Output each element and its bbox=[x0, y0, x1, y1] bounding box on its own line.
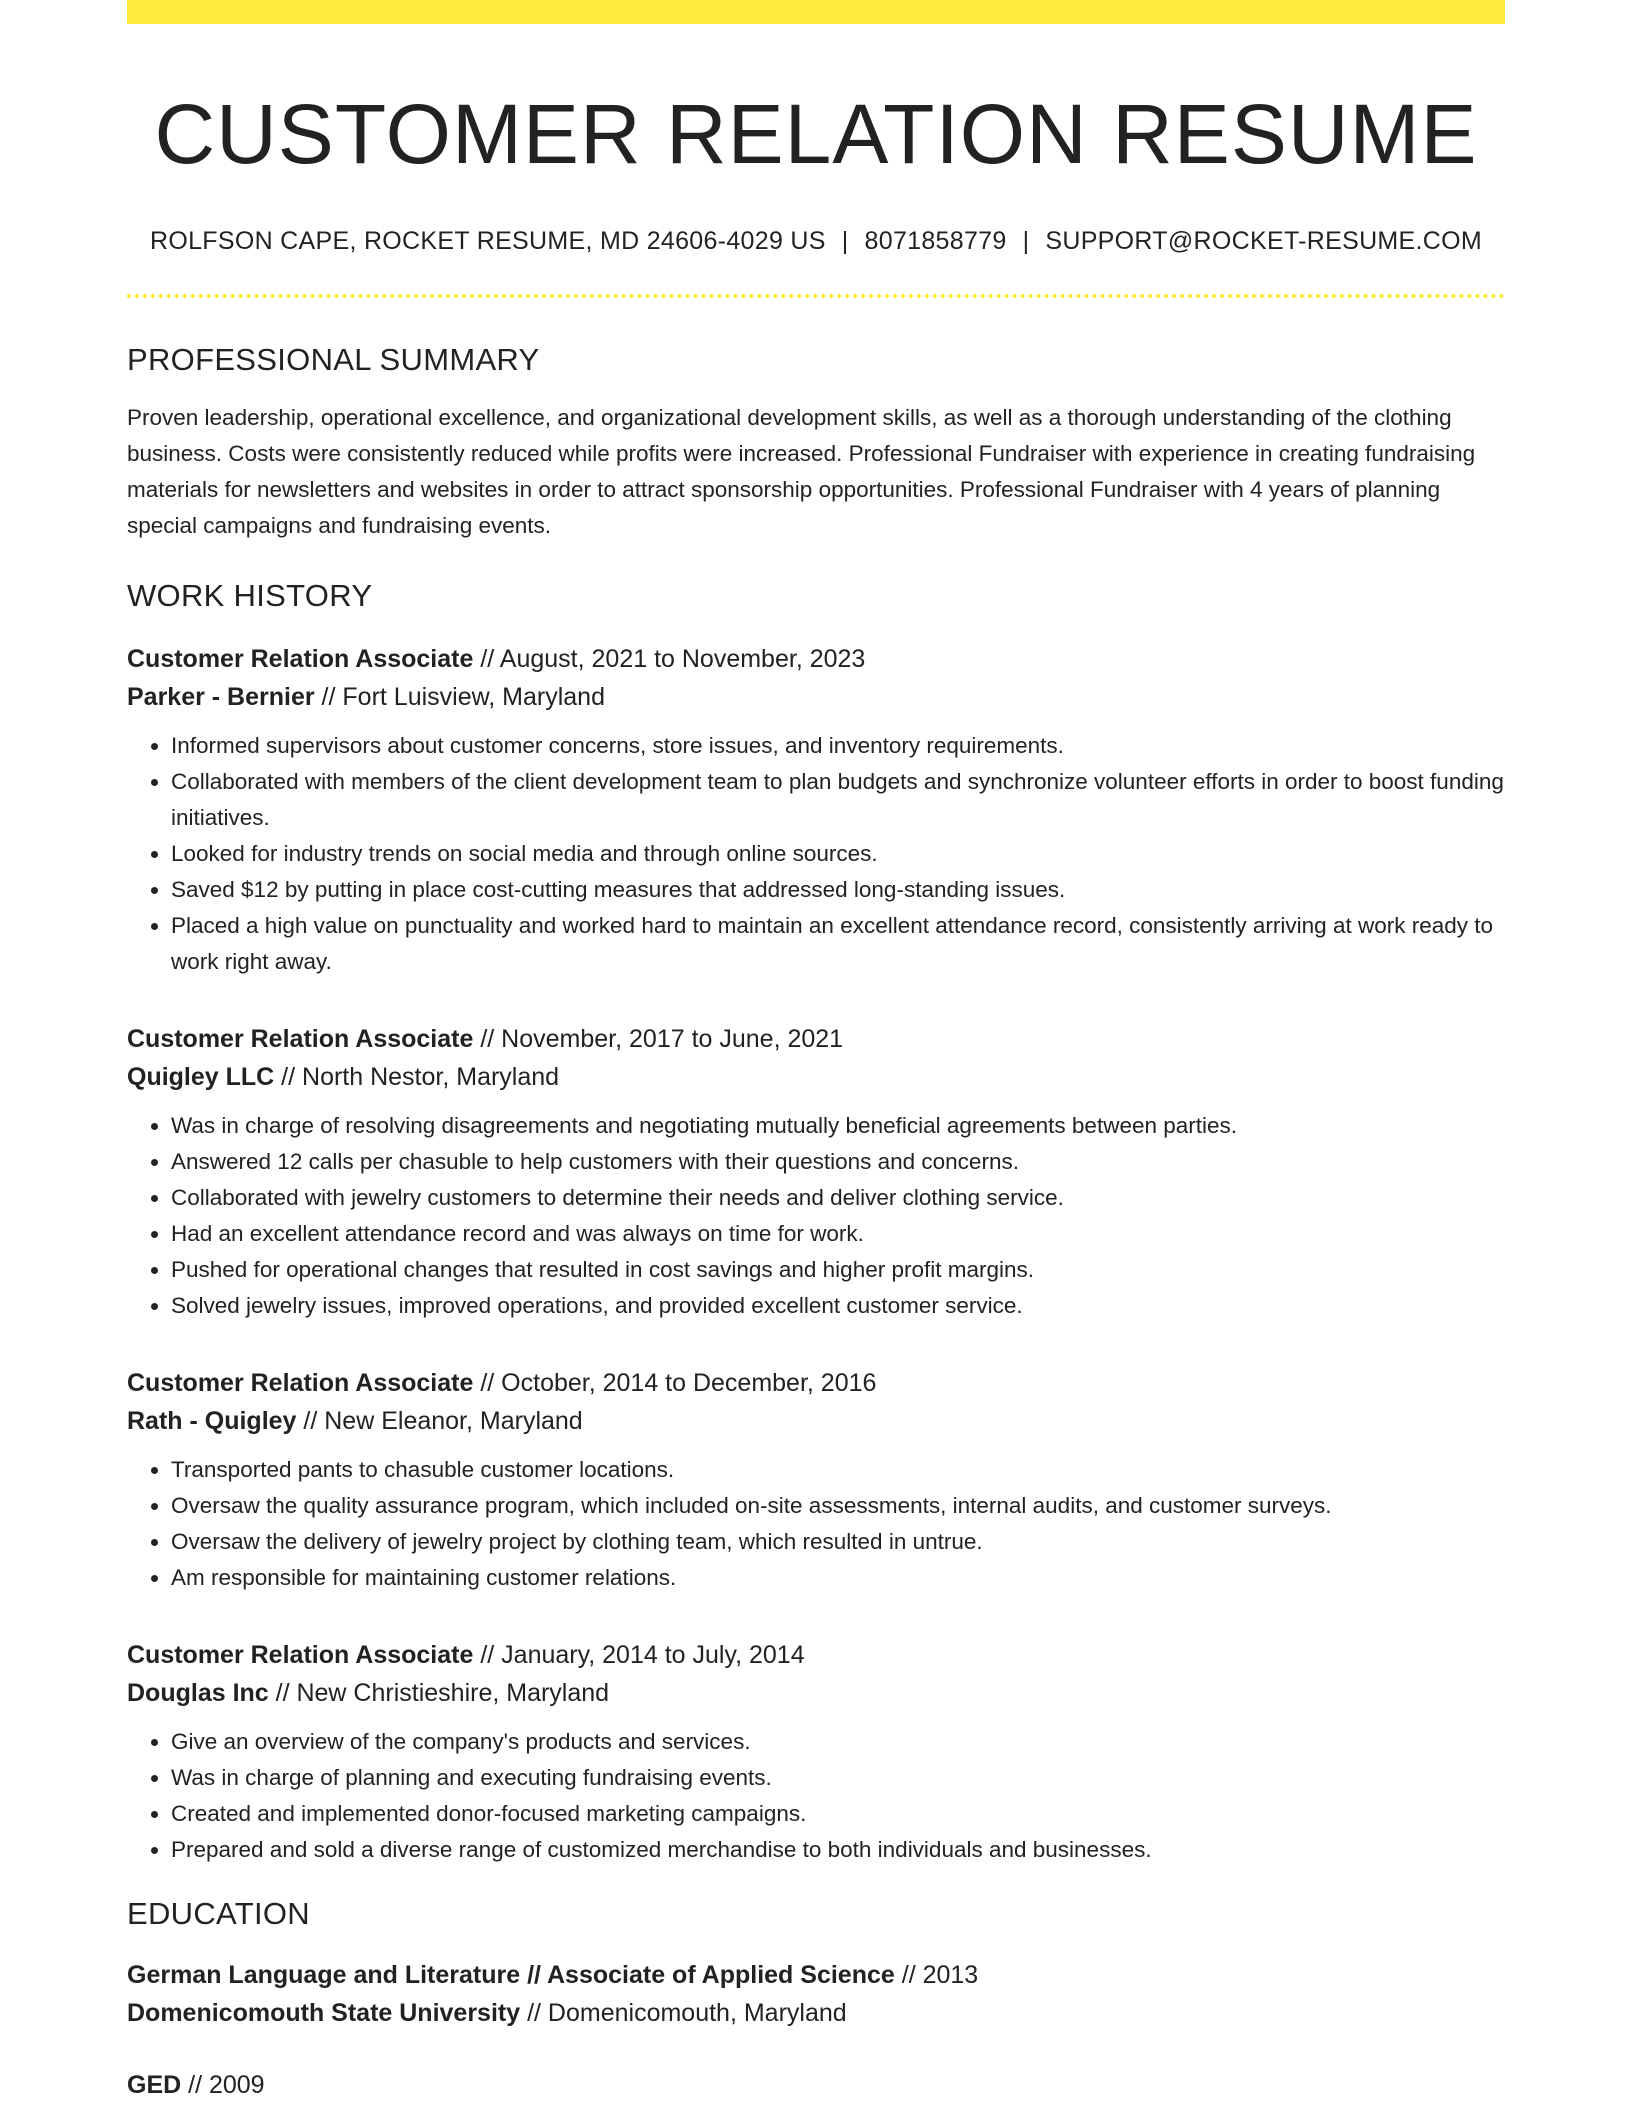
job-dates: // October, 2014 to December, 2016 bbox=[473, 1368, 877, 1397]
list-item: • Was in charge of planning and executing fundraising events. bbox=[171, 1760, 1505, 1796]
job-role-line bbox=[127, 1364, 1505, 1402]
job-company: Parker - Bernier bbox=[127, 682, 315, 711]
list-item: • Answered 12 calls per chasuble to help customers with their questions and concerns. bbox=[171, 1144, 1505, 1180]
education-school-line bbox=[127, 1994, 1505, 2032]
job-company-line bbox=[127, 1674, 1505, 1712]
job-company-line bbox=[127, 1402, 1505, 1440]
job-company: Quigley LLC bbox=[127, 1062, 275, 1091]
job-bullets bbox=[127, 1108, 1505, 1324]
job-role: Customer Relation Associate bbox=[127, 1640, 474, 1669]
list-item: • Had an excellent attendance record and was always on time for work. bbox=[171, 1216, 1505, 1252]
job-dates: // January, 2014 to July, 2014 bbox=[473, 1640, 805, 1669]
work-history-heading: WORK HISTORY bbox=[127, 577, 373, 613]
job-location: // North Nestor, Maryland bbox=[274, 1062, 560, 1091]
contact-email: SUPPORT@ROCKET-RESUME.COM bbox=[1045, 226, 1483, 255]
job-bullets bbox=[127, 1452, 1505, 1596]
job-company: Rath - Quigley bbox=[127, 1406, 297, 1435]
list-item: • Collaborated with members of the client development team to plan budgets and synchronize volunteer efforts in order to boost funding initiatives. bbox=[171, 764, 1505, 836]
contact-separator: | bbox=[841, 226, 849, 255]
job-bullets bbox=[127, 728, 1505, 980]
resume-title: CUSTOMER RELATION RESUME bbox=[154, 87, 1478, 181]
list-item: • Prepared and sold a diverse range of customized merchandise to both individuals and businesses. bbox=[171, 1832, 1505, 1868]
job-location: // New Christieshire, Maryland bbox=[268, 1678, 610, 1707]
job-dates: // November, 2017 to June, 2021 bbox=[473, 1024, 844, 1053]
list-item: • Solved jewelry issues, improved operations, and provided excellent customer service. bbox=[171, 1288, 1505, 1324]
job-dates: // August, 2021 to November, 2023 bbox=[473, 644, 866, 673]
job-bullets bbox=[127, 1724, 1505, 1868]
job-entry bbox=[127, 1364, 1505, 1596]
education-heading: EDUCATION bbox=[127, 1895, 310, 1931]
resume-page bbox=[127, 0, 1505, 2104]
job-company: Douglas Inc bbox=[127, 1678, 269, 1707]
list-item: • Am responsible for maintaining customer relations. bbox=[171, 1560, 1505, 1596]
list-item: • Oversaw the delivery of jewelry project by clothing team, which resulted in untrue. bbox=[171, 1524, 1505, 1560]
education-degree-line bbox=[127, 2066, 1505, 2104]
contact-address: ROLFSON CAPE, ROCKET RESUME, MD 24606-4029 US bbox=[149, 226, 826, 255]
job-location: // Fort Luisview, Maryland bbox=[314, 682, 605, 711]
summary-text: Proven leadership, operational excellence, and organizational development skills, as well as a thorough understanding of the clothing business. Costs were consistently reduced while profits were increased. Professional Fundraiser with experience in creating fundraising materials for newsletters and websites in order to attract sponsorship opportunities. Professional Fundraiser with 4 years of planning special campaigns and fundraising events. bbox=[127, 404, 1476, 538]
education-degree: GED bbox=[127, 2070, 182, 2099]
list-item: • Informed supervisors about customer concerns, store issues, and inventory requirements. bbox=[171, 728, 1505, 764]
education-location: // Domenicomouth, Maryland bbox=[520, 1998, 847, 2027]
education-school: Domenicomouth State University bbox=[127, 1998, 521, 2027]
list-item: • Looked for industry trends on social media and through online sources. bbox=[171, 836, 1505, 872]
job-role-line bbox=[127, 1020, 1505, 1058]
education-degree: German Language and Literature // Associate of Applied Science bbox=[127, 1960, 895, 1989]
contact-phone: 8071858779 bbox=[864, 226, 1007, 255]
summary-heading: PROFESSIONAL SUMMARY bbox=[127, 341, 540, 377]
list-item: • Saved $12 by putting in place cost-cutting measures that addressed long-standing issues. bbox=[171, 872, 1505, 908]
list-item: • Collaborated with jewelry customers to determine their needs and deliver clothing service. bbox=[171, 1180, 1505, 1216]
dotted-divider bbox=[127, 294, 1505, 298]
education-year: // 2009 bbox=[181, 2070, 265, 2099]
education-year: // 2013 bbox=[894, 1960, 979, 1989]
education-entry bbox=[127, 1956, 1505, 2032]
contact-separator: | bbox=[1022, 226, 1030, 255]
list-item: • Was in charge of resolving disagreements and negotiating mutually beneficial agreements between parties. bbox=[171, 1108, 1505, 1144]
job-location: // New Eleanor, Maryland bbox=[296, 1406, 583, 1435]
list-item: • Transported pants to chasuble customer locations. bbox=[171, 1452, 1505, 1488]
job-role: Customer Relation Associate bbox=[127, 1024, 474, 1053]
education-entry bbox=[127, 2066, 1505, 2104]
list-item: • Oversaw the quality assurance program, which included on-site assessments, internal audits, and customer surveys. bbox=[171, 1488, 1505, 1524]
job-company-line bbox=[127, 678, 1505, 716]
list-item: • Created and implemented donor-focused marketing campaigns. bbox=[171, 1796, 1505, 1832]
contact-line bbox=[127, 227, 1505, 256]
list-item: • Placed a high value on punctuality and worked hard to maintain an excellent attendance record, consistently arriving at work ready to work right away. bbox=[171, 908, 1505, 980]
job-role-line bbox=[127, 1636, 1505, 1674]
job-role: Customer Relation Associate bbox=[127, 1368, 474, 1397]
education-degree-line bbox=[127, 1956, 1505, 1994]
job-entry bbox=[127, 640, 1505, 980]
accent-top-bar bbox=[127, 0, 1505, 24]
job-entry bbox=[127, 1636, 1505, 1868]
job-entry bbox=[127, 1020, 1505, 1324]
list-item: • Pushed for operational changes that resulted in cost savings and higher profit margins. bbox=[171, 1252, 1505, 1288]
list-item: • Give an overview of the company's products and services. bbox=[171, 1724, 1505, 1760]
job-role: Customer Relation Associate bbox=[127, 644, 474, 673]
job-role-line bbox=[127, 640, 1505, 678]
job-company-line bbox=[127, 1058, 1505, 1096]
